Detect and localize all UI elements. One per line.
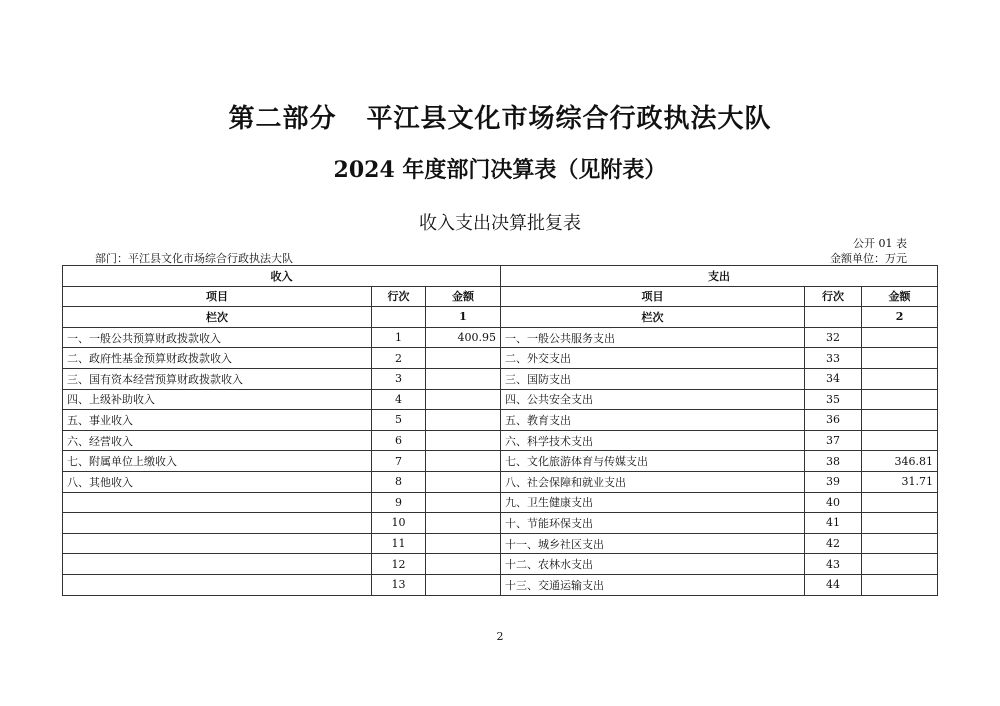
page-number: 2 — [496, 630, 504, 643]
expense-item-cell: 六、科学技术支出 — [501, 430, 805, 451]
expense-line-cell: 40 — [805, 492, 862, 513]
income-item-cell — [63, 533, 372, 554]
income-amount-cell — [426, 430, 501, 451]
income-item-cell — [63, 574, 372, 595]
expense-header: 支出 — [501, 266, 938, 287]
table-row — [63, 389, 938, 410]
expense-row-label: 栏次 — [501, 307, 805, 328]
expense-line-cell: 43 — [805, 554, 862, 575]
expense-amount-cell — [862, 348, 938, 369]
income-column-number: 1 — [426, 307, 501, 328]
income-line-cell: 1 — [372, 327, 426, 348]
income-item-cell: 四、上级补助收入 — [63, 389, 372, 410]
part-label: 第二部分 — [228, 104, 337, 134]
expense-line-cell: 35 — [805, 389, 862, 410]
expense-item-cell: 四、公共安全支出 — [501, 389, 805, 410]
table-code: 公开 01 表 — [853, 237, 907, 250]
expense-amount-cell — [862, 410, 938, 431]
department-label: 部门：平江县文化市场综合行政执法大队 — [95, 252, 293, 265]
org-title: 平江县文化市场综合行政执法大队 — [366, 104, 772, 134]
income-expense-table — [62, 265, 938, 596]
income-amount-cell — [426, 492, 501, 513]
income-amount-cell — [426, 533, 501, 554]
table-row — [63, 348, 938, 369]
income-item-cell — [63, 513, 372, 534]
income-item-cell — [63, 554, 372, 575]
expense-item-cell: 一、一般公共服务支出 — [501, 327, 805, 348]
income-item-cell: 五、事业收入 — [63, 410, 372, 431]
expense-line-cell: 44 — [805, 574, 862, 595]
table-row — [63, 430, 938, 451]
income-amount-cell: 400.95 — [426, 327, 501, 348]
expense-amount-cell — [862, 513, 938, 534]
income-line-cell: 6 — [372, 430, 426, 451]
unit-label: 金额单位：万元 — [830, 252, 907, 265]
income-amount-cell — [426, 574, 501, 595]
expense-column-number: 2 — [862, 307, 938, 328]
expense-line-cell: 36 — [805, 410, 862, 431]
income-line-cell: 5 — [372, 410, 426, 431]
table-row — [63, 574, 938, 595]
expense-item-cell: 十一、城乡社区支出 — [501, 533, 805, 554]
income-line-header: 行次 — [372, 286, 426, 307]
expense-item-header: 项目 — [501, 286, 805, 307]
column-number-row — [63, 307, 938, 328]
income-line-cell: 4 — [372, 389, 426, 410]
income-line-cell: 10 — [372, 513, 426, 534]
income-line-cell: 13 — [372, 574, 426, 595]
page-title — [0, 98, 1000, 135]
income-item-cell: 三、国有资本经营预算财政拨款收入 — [63, 368, 372, 389]
column-header-row — [63, 286, 938, 307]
expense-item-cell: 五、教育支出 — [501, 410, 805, 431]
expense-amount-cell — [862, 554, 938, 575]
expense-amount-cell — [862, 327, 938, 348]
expense-amount-cell: 31.71 — [862, 471, 938, 492]
table-row — [63, 492, 938, 513]
expense-item-cell: 二、外交支出 — [501, 348, 805, 369]
expense-item-cell: 十三、交通运输支出 — [501, 574, 805, 595]
table-title: 收入支出决算批复表 — [419, 213, 581, 234]
income-line-cell: 12 — [372, 554, 426, 575]
subtitle: 2024 年度部门决算表（见附表） — [333, 157, 667, 183]
table-row — [63, 451, 938, 472]
table-row — [63, 533, 938, 554]
income-line-cell: 11 — [372, 533, 426, 554]
income-item-cell: 六、经营收入 — [63, 430, 372, 451]
expense-line-cell: 41 — [805, 513, 862, 534]
expense-amount-cell — [862, 492, 938, 513]
income-line-cell: 9 — [372, 492, 426, 513]
income-amount-cell — [426, 451, 501, 472]
income-item-cell: 八、其他收入 — [63, 471, 372, 492]
expense-item-cell: 九、卫生健康支出 — [501, 492, 805, 513]
table-row — [63, 471, 938, 492]
expense-line-header: 行次 — [805, 286, 862, 307]
income-amount-cell — [426, 368, 501, 389]
expense-item-cell: 十、节能环保支出 — [501, 513, 805, 534]
income-item-cell — [63, 492, 372, 513]
expense-item-cell: 八、社会保障和就业支出 — [501, 471, 805, 492]
expense-item-cell: 十二、农林水支出 — [501, 554, 805, 575]
expense-blank — [805, 307, 862, 328]
table-row — [63, 554, 938, 575]
expense-amount-cell — [862, 430, 938, 451]
income-amount-cell — [426, 389, 501, 410]
table-row — [63, 410, 938, 431]
income-row-label: 栏次 — [63, 307, 372, 328]
expense-line-cell: 32 — [805, 327, 862, 348]
income-item-cell: 一、一般公共预算财政拨款收入 — [63, 327, 372, 348]
income-blank — [372, 307, 426, 328]
income-line-cell: 7 — [372, 451, 426, 472]
expense-line-cell: 34 — [805, 368, 862, 389]
income-line-cell: 2 — [372, 348, 426, 369]
expense-amount-cell — [862, 574, 938, 595]
expense-amount-cell: 346.81 — [862, 451, 938, 472]
expense-amount-cell — [862, 389, 938, 410]
expense-amount-cell — [862, 368, 938, 389]
expense-item-cell: 七、文化旅游体育与传媒支出 — [501, 451, 805, 472]
income-item-cell: 二、政府性基金预算财政拨款收入 — [63, 348, 372, 369]
income-line-cell: 3 — [372, 368, 426, 389]
table-row — [63, 368, 938, 389]
expense-line-cell: 42 — [805, 533, 862, 554]
income-amount-cell — [426, 554, 501, 575]
expense-item-cell: 三、国防支出 — [501, 368, 805, 389]
income-amount-cell — [426, 410, 501, 431]
income-item-cell: 七、附属单位上缴收入 — [63, 451, 372, 472]
expense-line-cell: 33 — [805, 348, 862, 369]
expense-amount-cell — [862, 533, 938, 554]
table-row — [63, 513, 938, 534]
income-amount-cell — [426, 513, 501, 534]
expense-line-cell: 39 — [805, 471, 862, 492]
income-amount-cell — [426, 471, 501, 492]
table-row — [63, 327, 938, 348]
expense-line-cell: 37 — [805, 430, 862, 451]
income-header: 收入 — [63, 266, 501, 287]
income-amount-cell — [426, 348, 501, 369]
income-line-cell: 8 — [372, 471, 426, 492]
expense-line-cell: 38 — [805, 451, 862, 472]
expense-amount-header: 金额 — [862, 286, 938, 307]
income-amount-header: 金额 — [426, 286, 501, 307]
income-item-header: 项目 — [63, 286, 372, 307]
section-header-row — [63, 266, 938, 287]
